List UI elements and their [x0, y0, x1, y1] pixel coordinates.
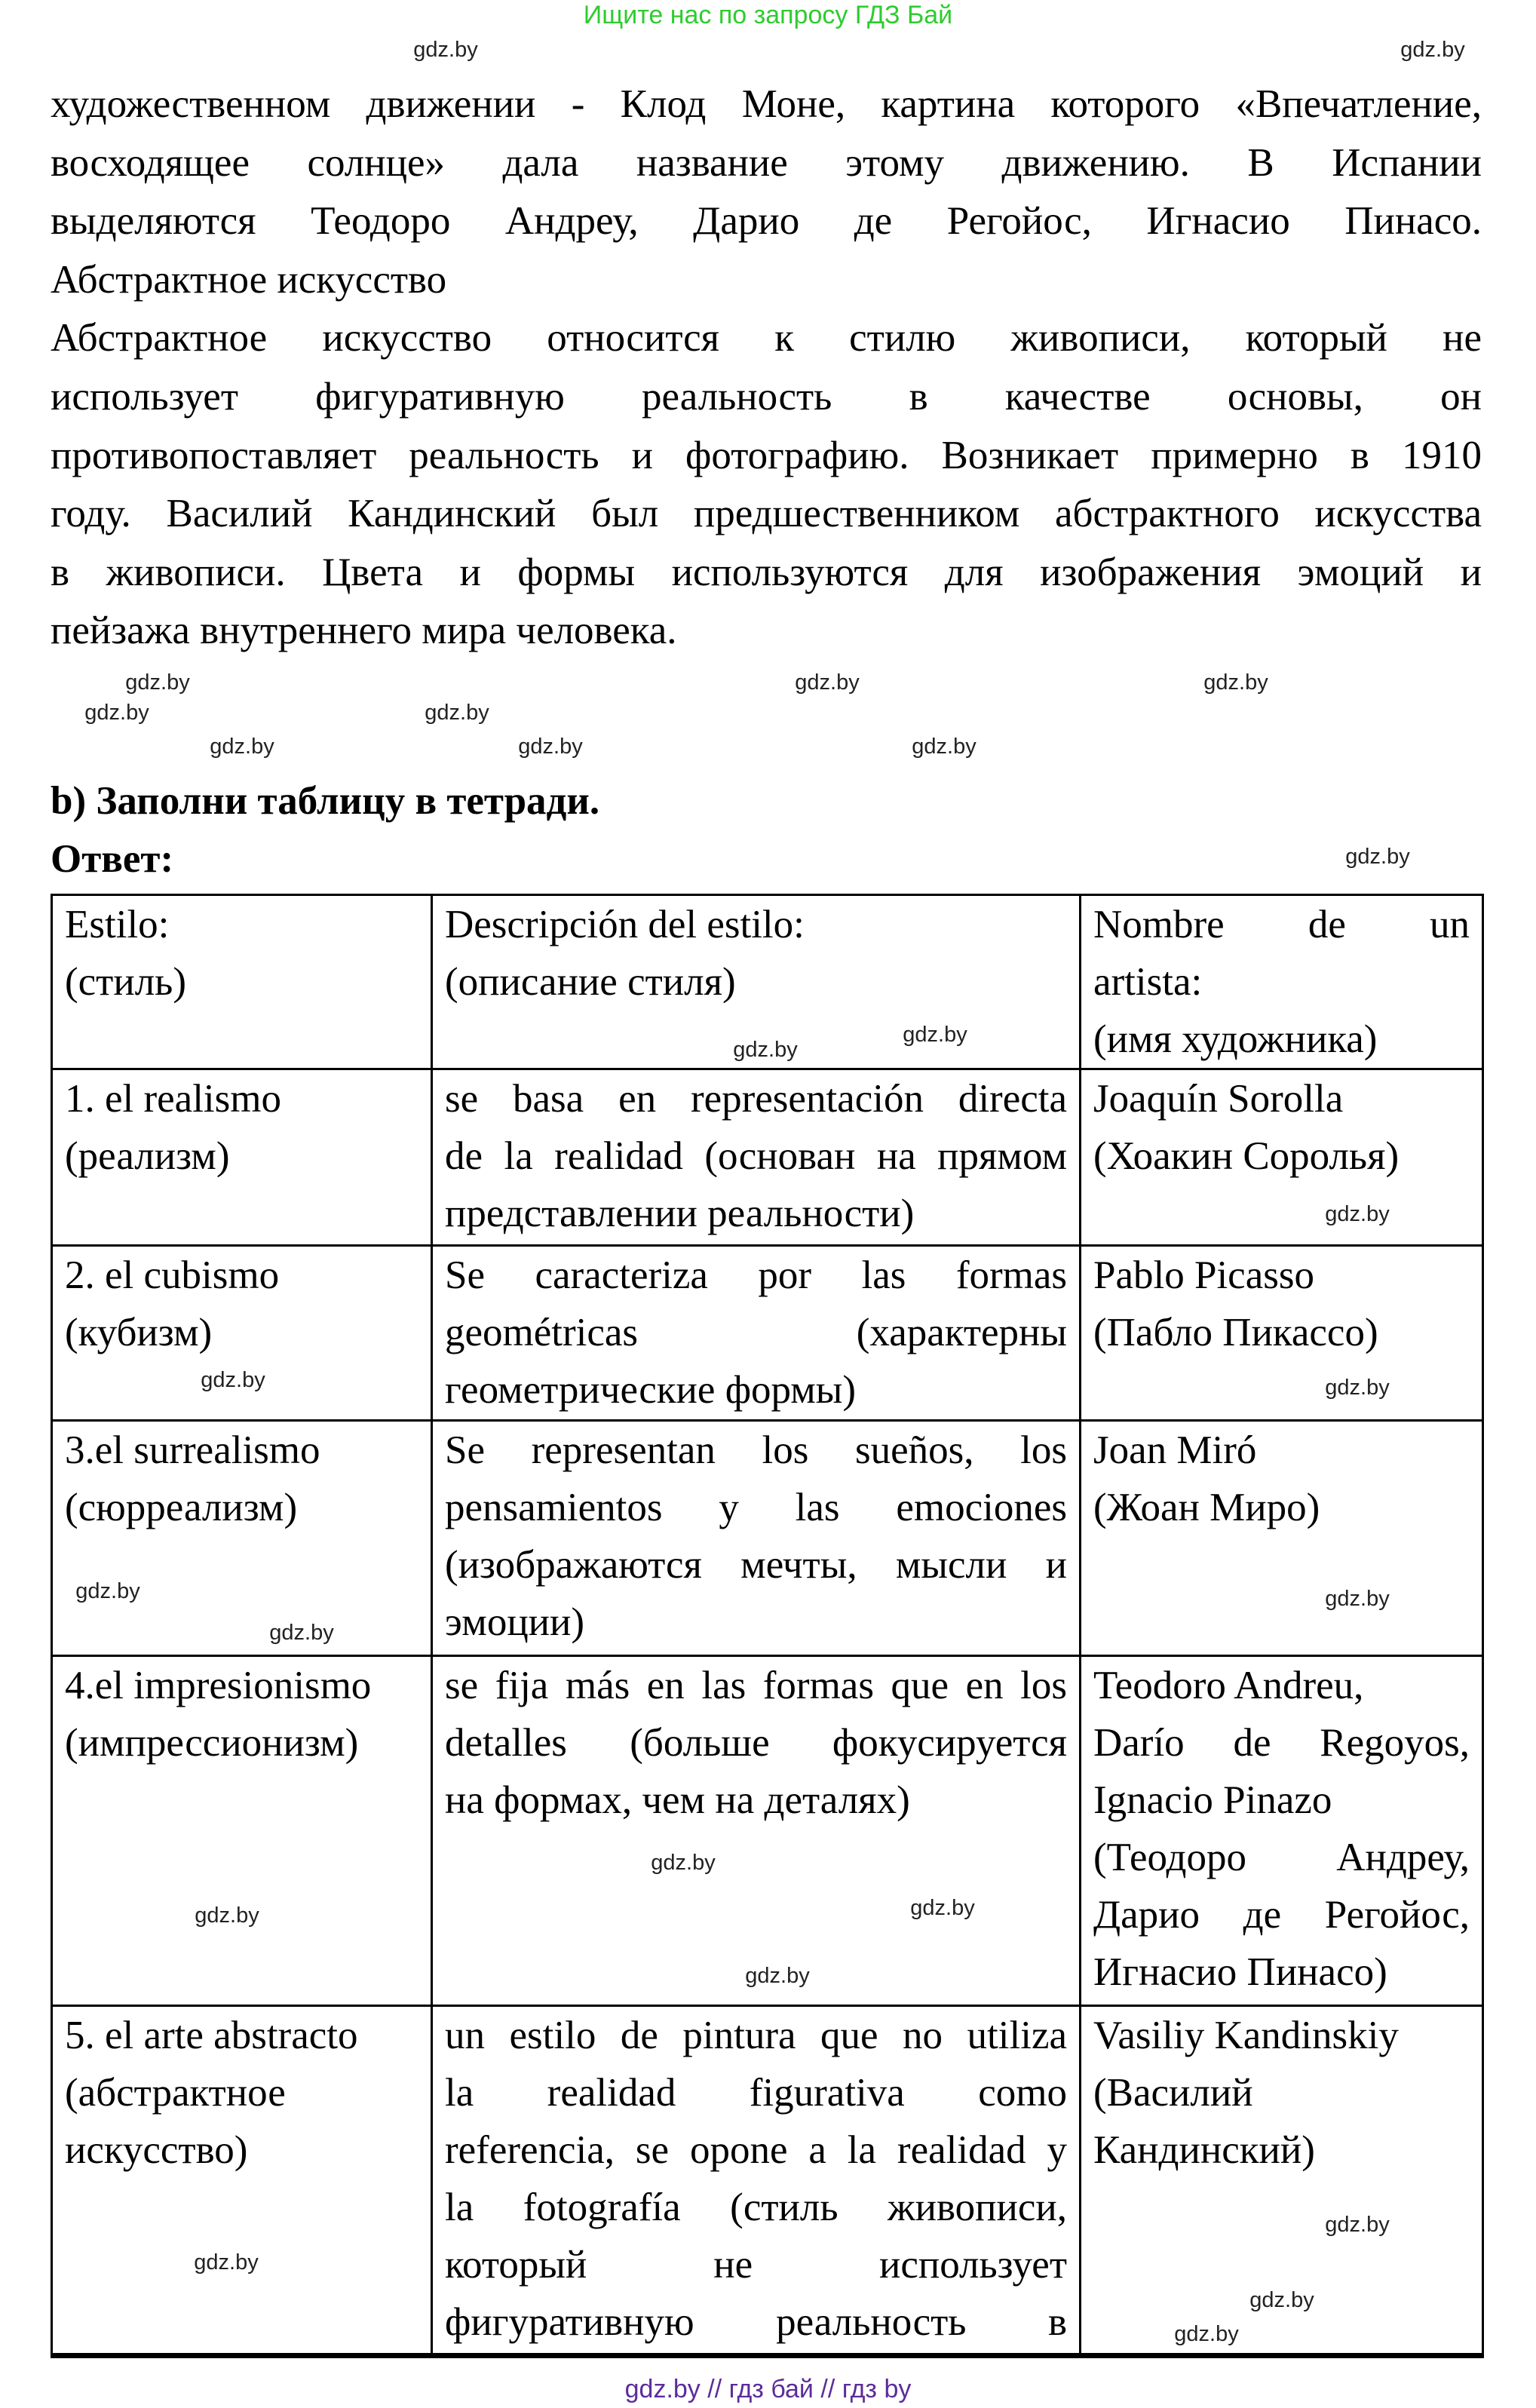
watermark: gdz.by — [903, 1023, 967, 1047]
paragraph-line: использует фигуративную реальность в качестве основы, он — [51, 374, 1482, 419]
watermark: gdz.by — [210, 735, 274, 759]
task-heading: b) Заполни таблицу в тетради. — [51, 779, 600, 823]
artist-cell — [1081, 1656, 1483, 2006]
watermark: gdz.by — [1400, 38, 1465, 62]
cell-line: detalles (больше фокусируется — [445, 1721, 1067, 1765]
cell-line: referencia, se opone a la realidad y — [445, 2128, 1067, 2172]
cell-line: Se representan los sueños, los — [445, 1428, 1067, 1472]
watermark: gdz.by — [125, 670, 190, 695]
watermark: gdz.by — [910, 1896, 975, 1920]
cell-line: Descripción del estilo: — [445, 903, 805, 946]
watermark: gdz.by — [518, 735, 583, 759]
cell-line: Nombre de un — [1093, 903, 1470, 946]
cell-line: представлении реальности) — [445, 1192, 915, 1235]
body-paragraph — [51, 75, 1482, 661]
table-row — [52, 1246, 1483, 1421]
cell-line: Estilo: — [65, 903, 170, 946]
cell-line: Кандинский) — [1093, 2128, 1315, 2172]
description-cell — [432, 1421, 1081, 1656]
watermark: gdz.by — [1174, 2322, 1239, 2346]
cell-line: la realidad figurativa como — [445, 2071, 1067, 2115]
table-row — [52, 1656, 1483, 2006]
cell-line: (сюрреализм) — [65, 1486, 298, 1529]
description-cell — [432, 1069, 1081, 1246]
cell-line: (Пабло Пикассо) — [1093, 1311, 1378, 1354]
cell-line: на формах, чем на деталях) — [445, 1778, 910, 1822]
cell-line: который не использует — [445, 2243, 1067, 2287]
cell-line: Teodoro Andreu, — [1093, 1664, 1364, 1707]
cell-line: Игнасио Пинасо) — [1093, 1950, 1387, 1994]
cell-line: (стиль) — [65, 960, 186, 1004]
watermark: gdz.by — [1325, 1202, 1390, 1226]
watermark: gdz.by — [1345, 845, 1410, 869]
paragraph-line: восходящее солнце» дала название этому движению. В Испании — [51, 140, 1482, 185]
styles-table — [51, 894, 1484, 2358]
cell-line: un estilo de pintura que no utiliza — [445, 2014, 1067, 2057]
cell-line: (изображаются мечты, мысли и — [445, 1543, 1067, 1587]
cell-line: Joaquín Sorolla — [1093, 1077, 1344, 1121]
cell-line: se basa en representación directa — [445, 1077, 1067, 1121]
style-cell — [52, 1656, 432, 2006]
cell-line: Дарио де Регойос, — [1093, 1893, 1470, 1937]
answer-label: Ответ: — [51, 837, 174, 881]
watermark: gdz.by — [195, 1903, 259, 1928]
cell-line: (кубизм) — [65, 1311, 213, 1354]
paragraph-line: году. Василий Кандинский был предшественником абстрактного искусства — [51, 492, 1482, 536]
search-banner: Ищите нас по запросу ГДЗ Бай — [583, 1, 953, 29]
cell-line: 3.el surrealismo — [65, 1428, 320, 1472]
description-cell — [432, 2006, 1081, 2356]
watermark: gdz.by — [75, 1579, 140, 1603]
section-subtitle: Абстрактное искусство — [51, 257, 447, 302]
watermark: gdz.by — [413, 38, 478, 62]
cell-line: de la realidad (основан на прямом — [445, 1134, 1067, 1178]
cell-line: (импрессионизм) — [65, 1721, 359, 1765]
cell-line: (имя художника) — [1093, 1017, 1378, 1061]
watermark: gdz.by — [1325, 2213, 1390, 2237]
cell-line: 2. el cubismo — [65, 1253, 280, 1297]
paragraph-line: выделяются Теодоро Андреу, Дарио де Регойос, Игнасио Пинасо. — [51, 199, 1482, 244]
cell-line: pensamientos y las emociones — [445, 1486, 1067, 1529]
paragraph-line: Абстрактное искусство относится к стилю живописи, который не — [51, 316, 1482, 360]
cell-line: 5. el arte abstracto — [65, 2014, 358, 2057]
cell-line: (Хоакин Соролья) — [1093, 1134, 1400, 1178]
paragraph-line: в живописи. Цвета и формы используются для изображения эмоций и — [51, 550, 1482, 594]
description-cell — [432, 1246, 1081, 1421]
style-cell — [52, 1069, 432, 1246]
artist-cell — [1081, 1421, 1483, 1656]
paragraph-line: противопоставляет реальность и фотографию. Возникает примерно в 1910 — [51, 433, 1482, 477]
watermark: gdz.by — [651, 1851, 716, 1875]
watermark: gdz.by — [84, 701, 149, 725]
cell-line: 1. el realismo — [65, 1077, 281, 1121]
style-cell — [52, 895, 432, 1069]
cell-line: искусство) — [65, 2128, 248, 2172]
cell-line: эмоции) — [445, 1600, 585, 1644]
watermark: gdz.by — [912, 735, 976, 759]
watermark: gdz.by — [425, 701, 489, 725]
paragraph-line: художественном движении - Клод Моне, картина которого «Впечатление, — [51, 82, 1482, 126]
watermark: gdz.by — [1325, 1587, 1390, 1611]
watermark: gdz.by — [1325, 1376, 1390, 1400]
style-cell — [52, 2006, 432, 2356]
cell-line: (Теодоро Андреу, — [1093, 1836, 1470, 1879]
watermark: gdz.by — [194, 2250, 259, 2275]
cell-line: Ignacio Pinazo — [1093, 1778, 1332, 1822]
cell-line: geométricas (характерны — [445, 1311, 1067, 1354]
cell-line: se fija más en las formas que en los — [445, 1664, 1067, 1707]
cell-line: Se caracteriza por las formas — [445, 1253, 1067, 1297]
watermark: gdz.by — [201, 1368, 265, 1392]
paragraph-line: пейзажа внутреннего мира человека. — [51, 609, 677, 653]
cell-line: (реализм) — [65, 1134, 230, 1178]
cell-line: Joan Miró — [1093, 1428, 1257, 1472]
artist-cell — [1081, 1246, 1483, 1421]
watermark: gdz.by — [1249, 2288, 1314, 2312]
cell-line: la fotografía (стиль живописи, — [445, 2186, 1067, 2229]
cell-line: геометрические формы) — [445, 1368, 857, 1412]
cell-line: Vasiliy Kandinskiy — [1093, 2014, 1399, 2057]
cell-line: (абстрактное — [65, 2071, 286, 2115]
cell-line: (описание стиля) — [445, 960, 736, 1004]
artist-cell — [1081, 1069, 1483, 1246]
footer-links: gdz.by // гдз бай // гдз by — [624, 2375, 912, 2403]
cell-line: Darío de Regoyos, — [1093, 1721, 1470, 1765]
cell-line: Pablo Picasso — [1093, 1253, 1314, 1297]
artist-cell — [1081, 895, 1483, 1069]
watermark: gdz.by — [795, 670, 860, 695]
cell-line: (Жоан Миро) — [1093, 1486, 1320, 1529]
style-cell — [52, 1421, 432, 1656]
cell-line: (Василий — [1093, 2071, 1253, 2115]
cell-line: фигуративную реальность в — [445, 2300, 1067, 2344]
watermark: gdz.by — [1203, 670, 1268, 695]
table-row — [52, 1421, 1483, 1656]
description-cell — [432, 1656, 1081, 2006]
style-cell — [52, 1246, 432, 1421]
table-row — [52, 1069, 1483, 1246]
watermark: gdz.by — [745, 1964, 810, 1988]
watermark: gdz.by — [269, 1621, 334, 1645]
watermark: gdz.by — [733, 1038, 798, 1062]
cell-line: artista: — [1093, 960, 1203, 1004]
cell-line: 4.el impresionismo — [65, 1664, 372, 1707]
